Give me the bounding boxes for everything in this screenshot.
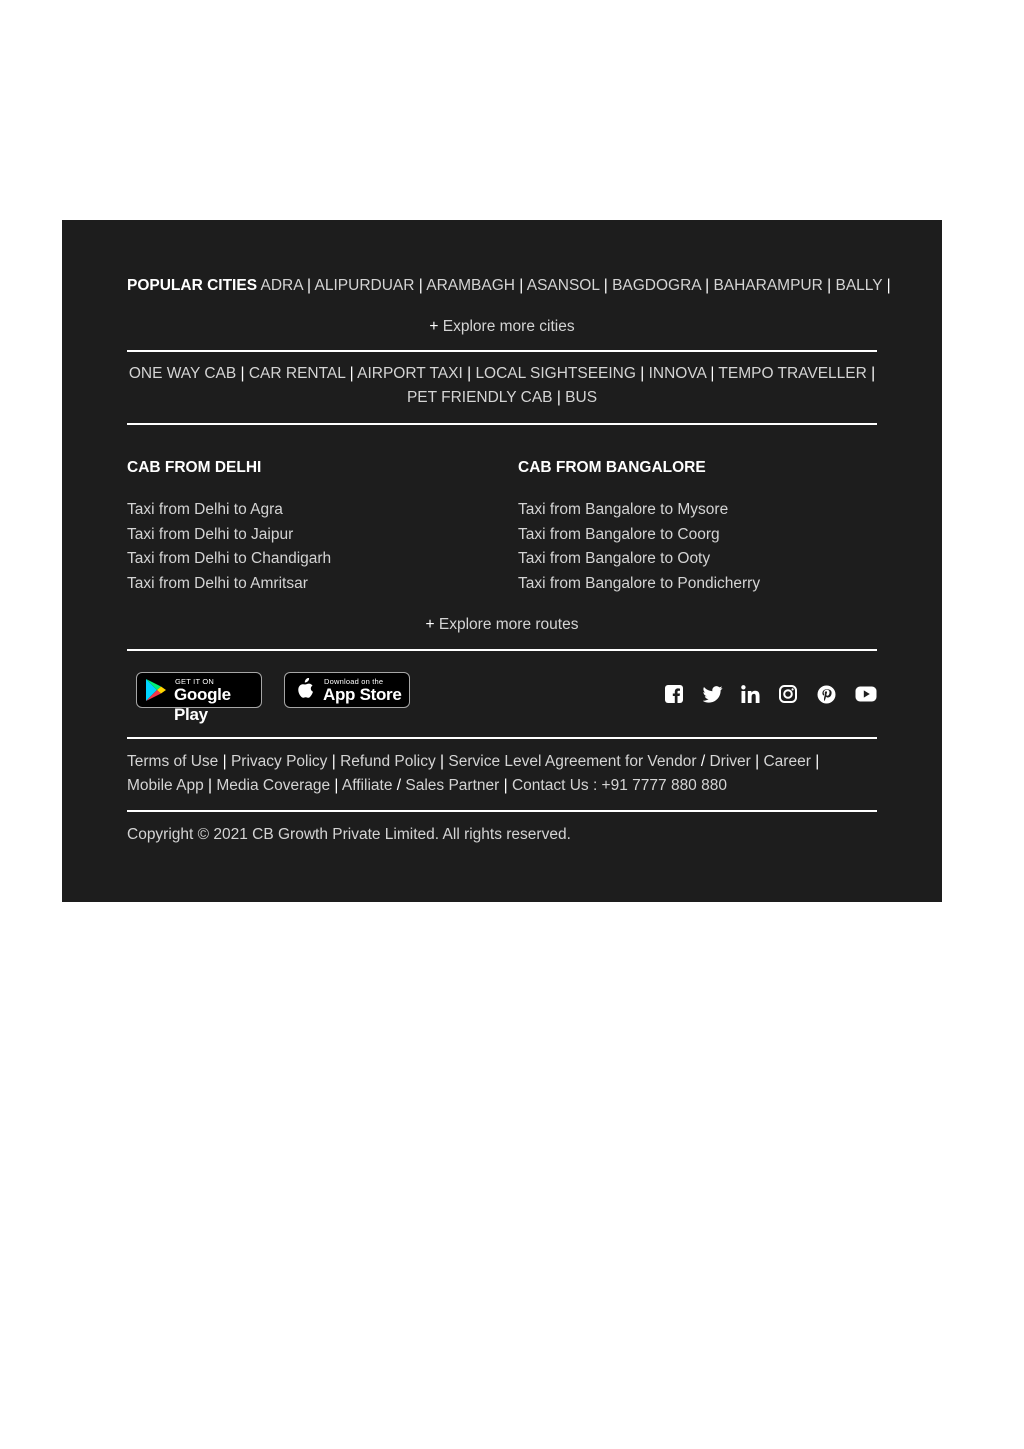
- separator: |: [331, 753, 336, 770]
- city-link-baharampur[interactable]: BAHARAMPUR: [713, 277, 823, 294]
- route-link[interactable]: Taxi from Bangalore to Coorg: [518, 525, 720, 543]
- social-links: [665, 685, 877, 707]
- slash: /: [700, 753, 706, 770]
- route-link[interactable]: Taxi from Delhi to Chandigarh: [127, 550, 332, 567]
- slash: /: [396, 777, 402, 794]
- divider: [127, 350, 877, 352]
- twitter-icon[interactable]: [703, 685, 723, 705]
- refund-link[interactable]: Refund Policy: [340, 753, 436, 770]
- google-play-label: Google Play: [174, 685, 231, 724]
- routes-delhi-heading: CAB FROM DELHI: [127, 459, 262, 476]
- service-link-car-rental[interactable]: CAR RENTAL: [248, 365, 346, 382]
- separator: |: [640, 365, 645, 382]
- separator: |: [208, 777, 213, 794]
- privacy-link[interactable]: Privacy Policy: [230, 753, 328, 770]
- separator: |: [871, 365, 876, 382]
- routes-bangalore-heading: CAB FROM BANGALORE: [518, 459, 706, 476]
- separator: |: [815, 753, 820, 770]
- route-link[interactable]: Taxi from Delhi to Jaipur: [127, 525, 294, 543]
- affiliate-link[interactable]: Affiliate: [341, 777, 393, 794]
- routes-bangalore-column: [518, 456, 878, 596]
- divider: [127, 810, 877, 812]
- route-link[interactable]: Taxi from Bangalore to Ooty: [518, 550, 711, 567]
- divider: [127, 423, 877, 425]
- explore-more-cities-link[interactable]: [127, 315, 877, 339]
- app-store-label: App Store: [323, 685, 402, 704]
- separator: |: [240, 365, 245, 382]
- career-link[interactable]: Career: [763, 753, 811, 770]
- separator: |: [886, 277, 891, 294]
- legal-links: [127, 750, 877, 798]
- facebook-icon[interactable]: [665, 685, 685, 705]
- city-link-bagdogra[interactable]: BAGDOGRA: [612, 277, 701, 294]
- route-link[interactable]: Taxi from Delhi to Agra: [127, 501, 283, 518]
- divider: [127, 737, 877, 739]
- driver-link[interactable]: Driver: [709, 753, 751, 770]
- site-footer: [62, 220, 942, 902]
- separator: |: [705, 277, 710, 294]
- mobile-app-link[interactable]: Mobile App: [127, 777, 204, 794]
- google-play-small-text: GET IT ON: [175, 677, 215, 686]
- separator: |: [827, 277, 832, 294]
- separator: |: [503, 777, 508, 794]
- separator: |: [556, 389, 561, 406]
- city-link-alipurduar[interactable]: ALIPURDUAR: [314, 277, 415, 294]
- explore-more-routes-label[interactable]: Explore more routes: [438, 616, 579, 633]
- route-link[interactable]: Taxi from Bangalore to Pondicherry: [518, 574, 761, 592]
- city-link-asansol[interactable]: ASANSOL: [526, 277, 600, 294]
- separator: |: [349, 365, 354, 382]
- apple-icon: [295, 678, 315, 702]
- google-play-icon: [145, 678, 167, 702]
- separator: |: [467, 365, 472, 382]
- route-link[interactable]: Taxi from Bangalore to Mysore: [518, 501, 729, 518]
- separator: |: [418, 277, 423, 294]
- pinterest-icon[interactable]: [817, 685, 837, 705]
- plus-icon: +: [429, 318, 439, 335]
- service-link-airport-taxi[interactable]: AIRPORT TAXI: [357, 365, 463, 382]
- separator: |: [710, 365, 715, 382]
- youtube-icon[interactable]: [855, 685, 877, 705]
- service-link-local-sightseeing[interactable]: LOCAL SIGHTSEEING: [475, 365, 636, 382]
- google-play-badge[interactable]: [136, 672, 262, 724]
- service-link-pet-friendly-cab[interactable]: PET FRIENDLY CAB: [406, 389, 553, 406]
- media-coverage-link[interactable]: Media Coverage: [216, 777, 331, 794]
- service-link-one-way-cab[interactable]: ONE WAY CAB: [128, 365, 237, 382]
- separator: |: [307, 277, 312, 294]
- separator: |: [519, 277, 524, 294]
- app-store-small-text: Download on the: [324, 677, 384, 686]
- separator: |: [222, 753, 227, 770]
- service-link-tempo-traveller[interactable]: TEMPO TRAVELLER: [718, 365, 867, 382]
- divider: [127, 649, 877, 651]
- contact-us-link[interactable]: Contact Us : +91 7777 880 880: [511, 777, 727, 794]
- explore-more-routes-link[interactable]: [127, 613, 877, 637]
- service-link-innova[interactable]: INNOVA: [648, 365, 707, 382]
- routes-delhi-column: [127, 456, 487, 596]
- service-link-bus[interactable]: BUS: [565, 389, 598, 406]
- popular-cities-heading: POPULAR CITIES: [127, 277, 258, 294]
- services-row: [127, 362, 877, 410]
- linkedin-icon[interactable]: [741, 685, 761, 705]
- copyright-text: Copyright © 2021 CB Growth Private Limited. All rights reserved.: [127, 826, 571, 843]
- popular-cities-row: [127, 274, 891, 298]
- separator: |: [755, 753, 760, 770]
- separator: |: [440, 753, 445, 770]
- separator: |: [603, 277, 608, 294]
- route-link[interactable]: Taxi from Delhi to Amritsar: [127, 574, 308, 592]
- city-link-arambagh[interactable]: ARAMBAGH: [426, 277, 515, 294]
- instagram-icon[interactable]: [779, 685, 799, 705]
- city-link-adra[interactable]: ADRA: [260, 277, 303, 294]
- separator: |: [334, 777, 339, 794]
- app-store-badge[interactable]: [284, 672, 410, 708]
- explore-more-cities-label[interactable]: Explore more cities: [442, 318, 575, 335]
- sales-partner-link[interactable]: Sales Partner: [405, 777, 500, 794]
- plus-icon: +: [425, 616, 435, 633]
- terms-link[interactable]: Terms of Use: [127, 753, 219, 770]
- sla-vendor-link[interactable]: Service Level Agreement for Vendor: [448, 753, 697, 770]
- city-link-bally[interactable]: BALLY: [835, 277, 883, 294]
